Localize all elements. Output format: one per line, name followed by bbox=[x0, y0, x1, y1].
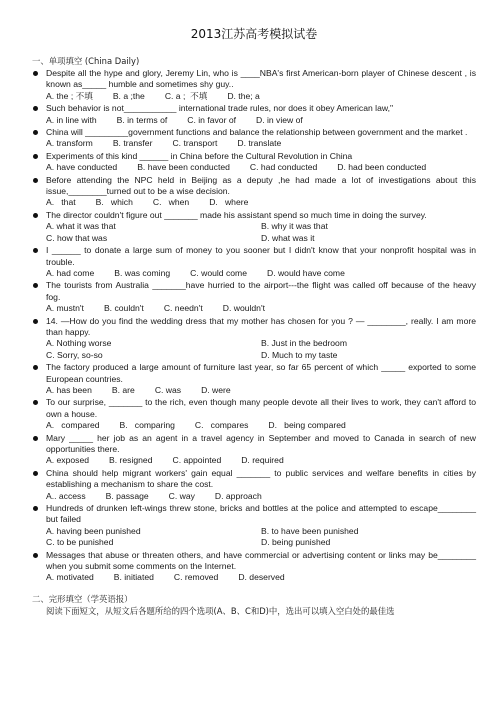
question-stem: Mary _____ her job as an agent in a travel agency in September and moved to Canada in search of new opportunities there. bbox=[46, 432, 476, 454]
option-a: A. have conducted bbox=[46, 162, 118, 173]
option-c: C. was bbox=[154, 384, 182, 395]
bullet-icon bbox=[33, 213, 38, 218]
option-b: B. Just in the bedroom bbox=[261, 338, 347, 349]
option-a: A. Nothing worse bbox=[46, 338, 112, 349]
question-stem: The tourists from Australia _______have hurried to the airport---the flight was called off because of the heavy fog. bbox=[46, 280, 476, 302]
option-d: D. were bbox=[201, 384, 231, 395]
options-row bbox=[46, 115, 476, 126]
question-stem: China should help migrant workers' gain equal _______ to public services and welfare benefits in cities by establishing a mechanism to share the cost. bbox=[46, 467, 476, 490]
question-item bbox=[32, 316, 476, 362]
option-b: B. a ;the bbox=[112, 90, 145, 101]
question-item bbox=[32, 280, 476, 314]
option-b: B. couldn't bbox=[103, 303, 144, 314]
option-c: C. needn't bbox=[163, 303, 203, 314]
option-c: C. removed bbox=[173, 572, 219, 583]
question-stem: Messages that abuse or threaten others, and have commercial or advertising content or links may be________ when you submit some comments on the Internet. bbox=[46, 549, 476, 572]
option-d: D. being punished bbox=[261, 537, 331, 548]
option-d: D. would have come bbox=[266, 267, 345, 278]
option-b: B. have been conducted bbox=[137, 162, 230, 173]
bullet-icon bbox=[33, 365, 38, 370]
options-row bbox=[46, 91, 476, 102]
question-stem: Before attending the NPC held in Beijing as a deputy ,he had made a lot of investigations about this issue,________turned out to be a wise decision. bbox=[46, 174, 476, 197]
bullet-icon bbox=[33, 506, 38, 511]
option-d: D. being compared bbox=[268, 420, 346, 431]
option-b: B. which bbox=[95, 197, 133, 208]
options-row bbox=[46, 268, 476, 279]
options-row bbox=[46, 455, 476, 466]
option-a: A. the ; 不填 bbox=[46, 90, 93, 101]
section-intro: 阅读下面短文，从短文后各题所给的四个选项(A、B、C和D)中，选出可以填入空白处的最佳选 bbox=[46, 605, 395, 616]
question-stem: 14. —How do you find the wedding dress that my mother has chosen for you ? — ________, really. I am more than happy. bbox=[46, 315, 476, 337]
bullet-icon bbox=[33, 400, 38, 405]
option-b: B. resigned bbox=[109, 455, 153, 466]
options-row bbox=[46, 221, 476, 244]
option-c: C. in favor of bbox=[187, 114, 236, 125]
question-item bbox=[32, 503, 476, 549]
question-item bbox=[32, 245, 476, 279]
options-row bbox=[46, 162, 476, 173]
question-item bbox=[32, 175, 476, 209]
option-c: C. appointed bbox=[172, 455, 222, 466]
bullet-icon bbox=[33, 71, 38, 76]
question-list bbox=[32, 68, 476, 584]
question-item bbox=[32, 151, 476, 174]
options-row bbox=[46, 420, 476, 431]
option-c: C. transport bbox=[172, 138, 218, 149]
option-b: B. was coming bbox=[114, 267, 171, 278]
question-item bbox=[32, 210, 476, 244]
option-b: B. initiated bbox=[113, 572, 154, 583]
option-a: A. having been punished bbox=[46, 525, 141, 536]
option-c: C. to be punished bbox=[46, 537, 114, 548]
question-stem: To our surprise, _______ to the rich, even though many people devote all their lives to work, they can't afford to own a house. bbox=[46, 397, 476, 419]
bullet-icon bbox=[33, 154, 38, 159]
section-single-choice bbox=[32, 56, 476, 584]
bullet-icon bbox=[33, 130, 38, 135]
option-c: C. when bbox=[152, 197, 190, 208]
option-d: D. required bbox=[241, 455, 284, 466]
option-b: B. in terms of bbox=[116, 114, 168, 125]
option-a: A. in line with bbox=[46, 114, 97, 125]
option-d: D. approach bbox=[214, 490, 262, 501]
option-a: A. mustn't bbox=[46, 303, 84, 314]
options-row bbox=[46, 572, 476, 583]
question-item bbox=[32, 397, 476, 431]
question-item bbox=[32, 127, 476, 150]
section-heading: 一、单项填空 (China Daily) bbox=[32, 56, 140, 66]
question-stem: The factory produced a large amount of furniture last year, so far 65 percent of which _____ exported to some European countries. bbox=[46, 362, 476, 384]
question-stem: Despite all the hype and glory, Jeremy Lin, who is ____NBA's first American-born player of Chinese descent , is known as_____ humble and sometimes shy guy.. bbox=[46, 68, 476, 90]
option-c: C. way bbox=[168, 490, 195, 501]
option-c: C. how that was bbox=[46, 232, 108, 243]
option-d: D. wouldn't bbox=[222, 303, 265, 314]
option-d: D. the; a bbox=[227, 90, 260, 101]
options-row bbox=[46, 526, 476, 549]
option-a: A. compared bbox=[46, 420, 100, 431]
options-row bbox=[46, 197, 476, 208]
option-c: C. compares bbox=[194, 420, 249, 431]
option-b: B. passage bbox=[105, 490, 149, 501]
bullet-icon bbox=[33, 106, 38, 111]
option-c: C. a ; 不填 bbox=[164, 90, 208, 101]
question-stem: I ______ to donate a large sum of money to you sooner but I didn't know that your nonprofit hospital was in trouble. bbox=[46, 245, 476, 267]
option-a: A.. access bbox=[46, 490, 86, 501]
option-b: B. why it was that bbox=[261, 221, 328, 232]
option-b: B. to have been punished bbox=[261, 525, 359, 536]
bullet-icon bbox=[33, 436, 38, 441]
option-b: B. are bbox=[111, 384, 135, 395]
option-a: A. motivated bbox=[46, 572, 94, 583]
option-c: C. would come bbox=[190, 267, 247, 278]
bullet-icon bbox=[33, 553, 38, 558]
option-d: D. Much to my taste bbox=[261, 349, 338, 360]
section-heading: 二、完形填空（学英语报） bbox=[32, 593, 133, 604]
question-stem: Hundreds of drunken left-wings threw stone, bricks and bottles at the police and attempted to escape________ but failed bbox=[46, 503, 476, 525]
option-a: A. transform bbox=[46, 138, 93, 149]
option-a: A. that bbox=[46, 197, 76, 208]
question-item bbox=[32, 362, 476, 396]
bullet-icon bbox=[33, 319, 38, 324]
option-a: A. what it was that bbox=[46, 221, 116, 232]
option-b: B. transfer bbox=[112, 138, 153, 149]
option-b: B. comparing bbox=[119, 420, 175, 431]
option-d: D. had been conducted bbox=[337, 162, 427, 173]
option-d: D. translate bbox=[237, 138, 282, 149]
question-item bbox=[32, 103, 476, 126]
question-stem: Such behavior is not___________ international trade rules, nor does it obey American law," bbox=[46, 103, 394, 114]
options-row bbox=[46, 338, 476, 361]
page-title: 2013江苏高考模拟试卷 bbox=[190, 27, 318, 41]
bullet-icon bbox=[33, 471, 38, 476]
question-item bbox=[32, 433, 476, 467]
option-a: A. had come bbox=[46, 267, 95, 278]
options-row bbox=[46, 303, 476, 314]
option-c: C. Sorry, so-so bbox=[46, 349, 103, 360]
bullet-icon bbox=[33, 178, 38, 183]
bullet-icon bbox=[33, 283, 38, 288]
question-stem: Experiments of this kind ______ in China before the Cultural Revolution in China bbox=[46, 150, 353, 161]
option-a: A. has been bbox=[46, 384, 92, 395]
option-d: D. in view of bbox=[255, 114, 303, 125]
option-d: D. what was it bbox=[261, 232, 315, 243]
question-item bbox=[32, 68, 476, 102]
option-c: C. had conducted bbox=[249, 162, 318, 173]
question-item bbox=[32, 550, 476, 584]
options-row bbox=[46, 491, 476, 502]
section-cloze bbox=[32, 594, 476, 617]
question-stem: China will _________government functions and balance the relationship between government and the market . bbox=[46, 127, 468, 138]
question-item bbox=[32, 468, 476, 502]
options-row bbox=[46, 138, 476, 149]
options-row bbox=[46, 385, 476, 396]
option-a: A. exposed bbox=[46, 455, 89, 466]
option-d: D. deserved bbox=[238, 572, 285, 583]
option-d: D. where bbox=[209, 197, 249, 208]
question-stem: The director couldn't figure out _______ made his assistant spend so much time in doing the survey. bbox=[46, 209, 427, 220]
bullet-icon bbox=[33, 248, 38, 253]
